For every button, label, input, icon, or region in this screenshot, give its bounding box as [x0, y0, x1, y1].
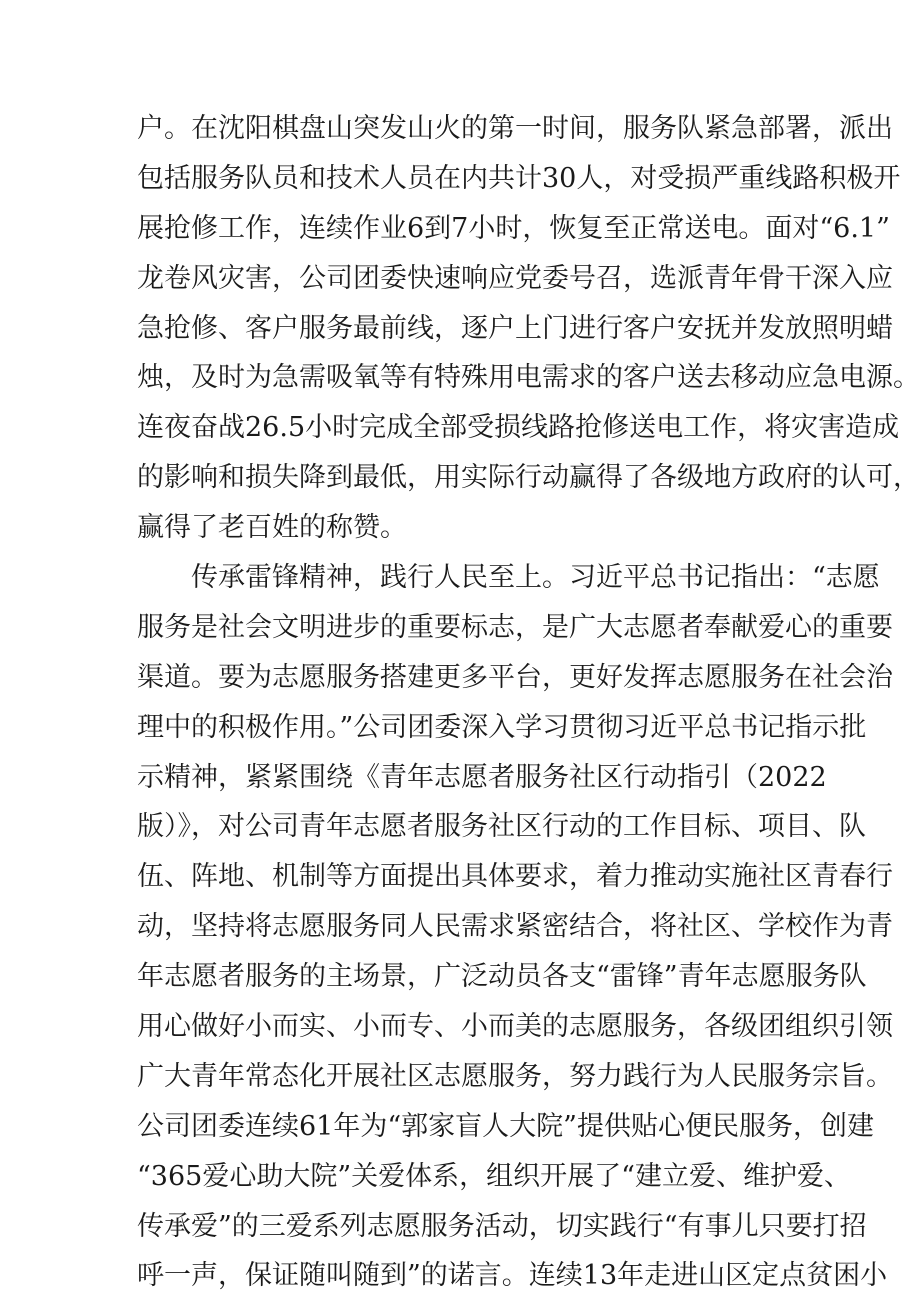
text-line: 年志愿者服务的主场景，广泛动员各支“雷锋”青年志愿服务队: [137, 961, 867, 993]
text-line: 广大青年常态化开展社区志愿服务，努力践行为人民服务宗旨。: [137, 1060, 893, 1092]
text-line: “365爱心助大院”关爱体系，组织开展了“建立爱、维护爱、: [137, 1160, 851, 1192]
text-line: 展抢修工作，连续作业6到7小时，恢复至正常送电。面对“6.1”: [137, 212, 890, 244]
paragraph-end-line: 赢得了老百姓的称赞。: [137, 512, 407, 544]
paragraph-first-line: 传承雷锋精神，践行人民至上。习近平总书记指出：“志愿: [191, 562, 880, 594]
text-line: 动，坚持将志愿服务同人民需求紧密结合，将社区、学校作为青: [137, 911, 893, 943]
text-line: 传承爱”的三爱系列志愿服务活动，切实践行“有事儿只要打招: [137, 1210, 867, 1242]
body-text: [137, 104, 920, 1301]
text-line: 用心做好小而实、小而专、小而美的志愿服务，各级团组织引领: [137, 1011, 893, 1043]
text-line: 版）》，对公司青年志愿者服务社区行动的工作目标、项目、队: [137, 811, 866, 843]
text-line: 公司团委连续61年为“郭家盲人大院”提供贴心便民服务，创建: [137, 1110, 874, 1142]
text-line: 的影响和损失降到最低，用实际行动赢得了各级地方政府的认可，: [137, 462, 920, 494]
text-line: 呼一声，保证随叫随到”的诺言。连续13年走进山区定点贫困小: [137, 1260, 888, 1292]
text-line: 龙卷风灾害，公司团委快速响应党委号召，选派青年骨干深入应: [137, 262, 893, 294]
text-line: 烛，及时为急需吸氧等有特殊用电需求的客户送去移动应急电源。: [137, 362, 920, 394]
text-line: 包括服务队员和技术人员在内共计30人，对受损严重线路积极开: [137, 162, 901, 194]
text-line: 服务是社会文明进步的重要标志，是广大志愿者奉献爱心的重要: [137, 611, 893, 643]
text-line: 渠道。要为志愿服务搭建更多平台，更好发挥志愿服务在社会治: [137, 661, 893, 693]
text-line: 伍、阵地、机制等方面提出具体要求，着力推动实施社区青春行: [137, 861, 893, 893]
text-line: 连夜奋战26.5小时完成全部受损线路抢修送电工作，将灾害造成: [137, 412, 900, 444]
text-line: 示精神，紧紧围绕《青年志愿者服务社区行动指引（2022: [137, 761, 827, 793]
text-line: 理中的积极作用。”公司团委深入学习贯彻习近平总书记指示批: [137, 711, 867, 743]
text-line: 急抢修、客户服务最前线，逐户上门进行客户安抚并发放照明蜡: [137, 312, 893, 344]
text-line: 户。在沈阳棋盘山突发山火的第一时间，服务队紧急部署，派出: [137, 113, 893, 144]
